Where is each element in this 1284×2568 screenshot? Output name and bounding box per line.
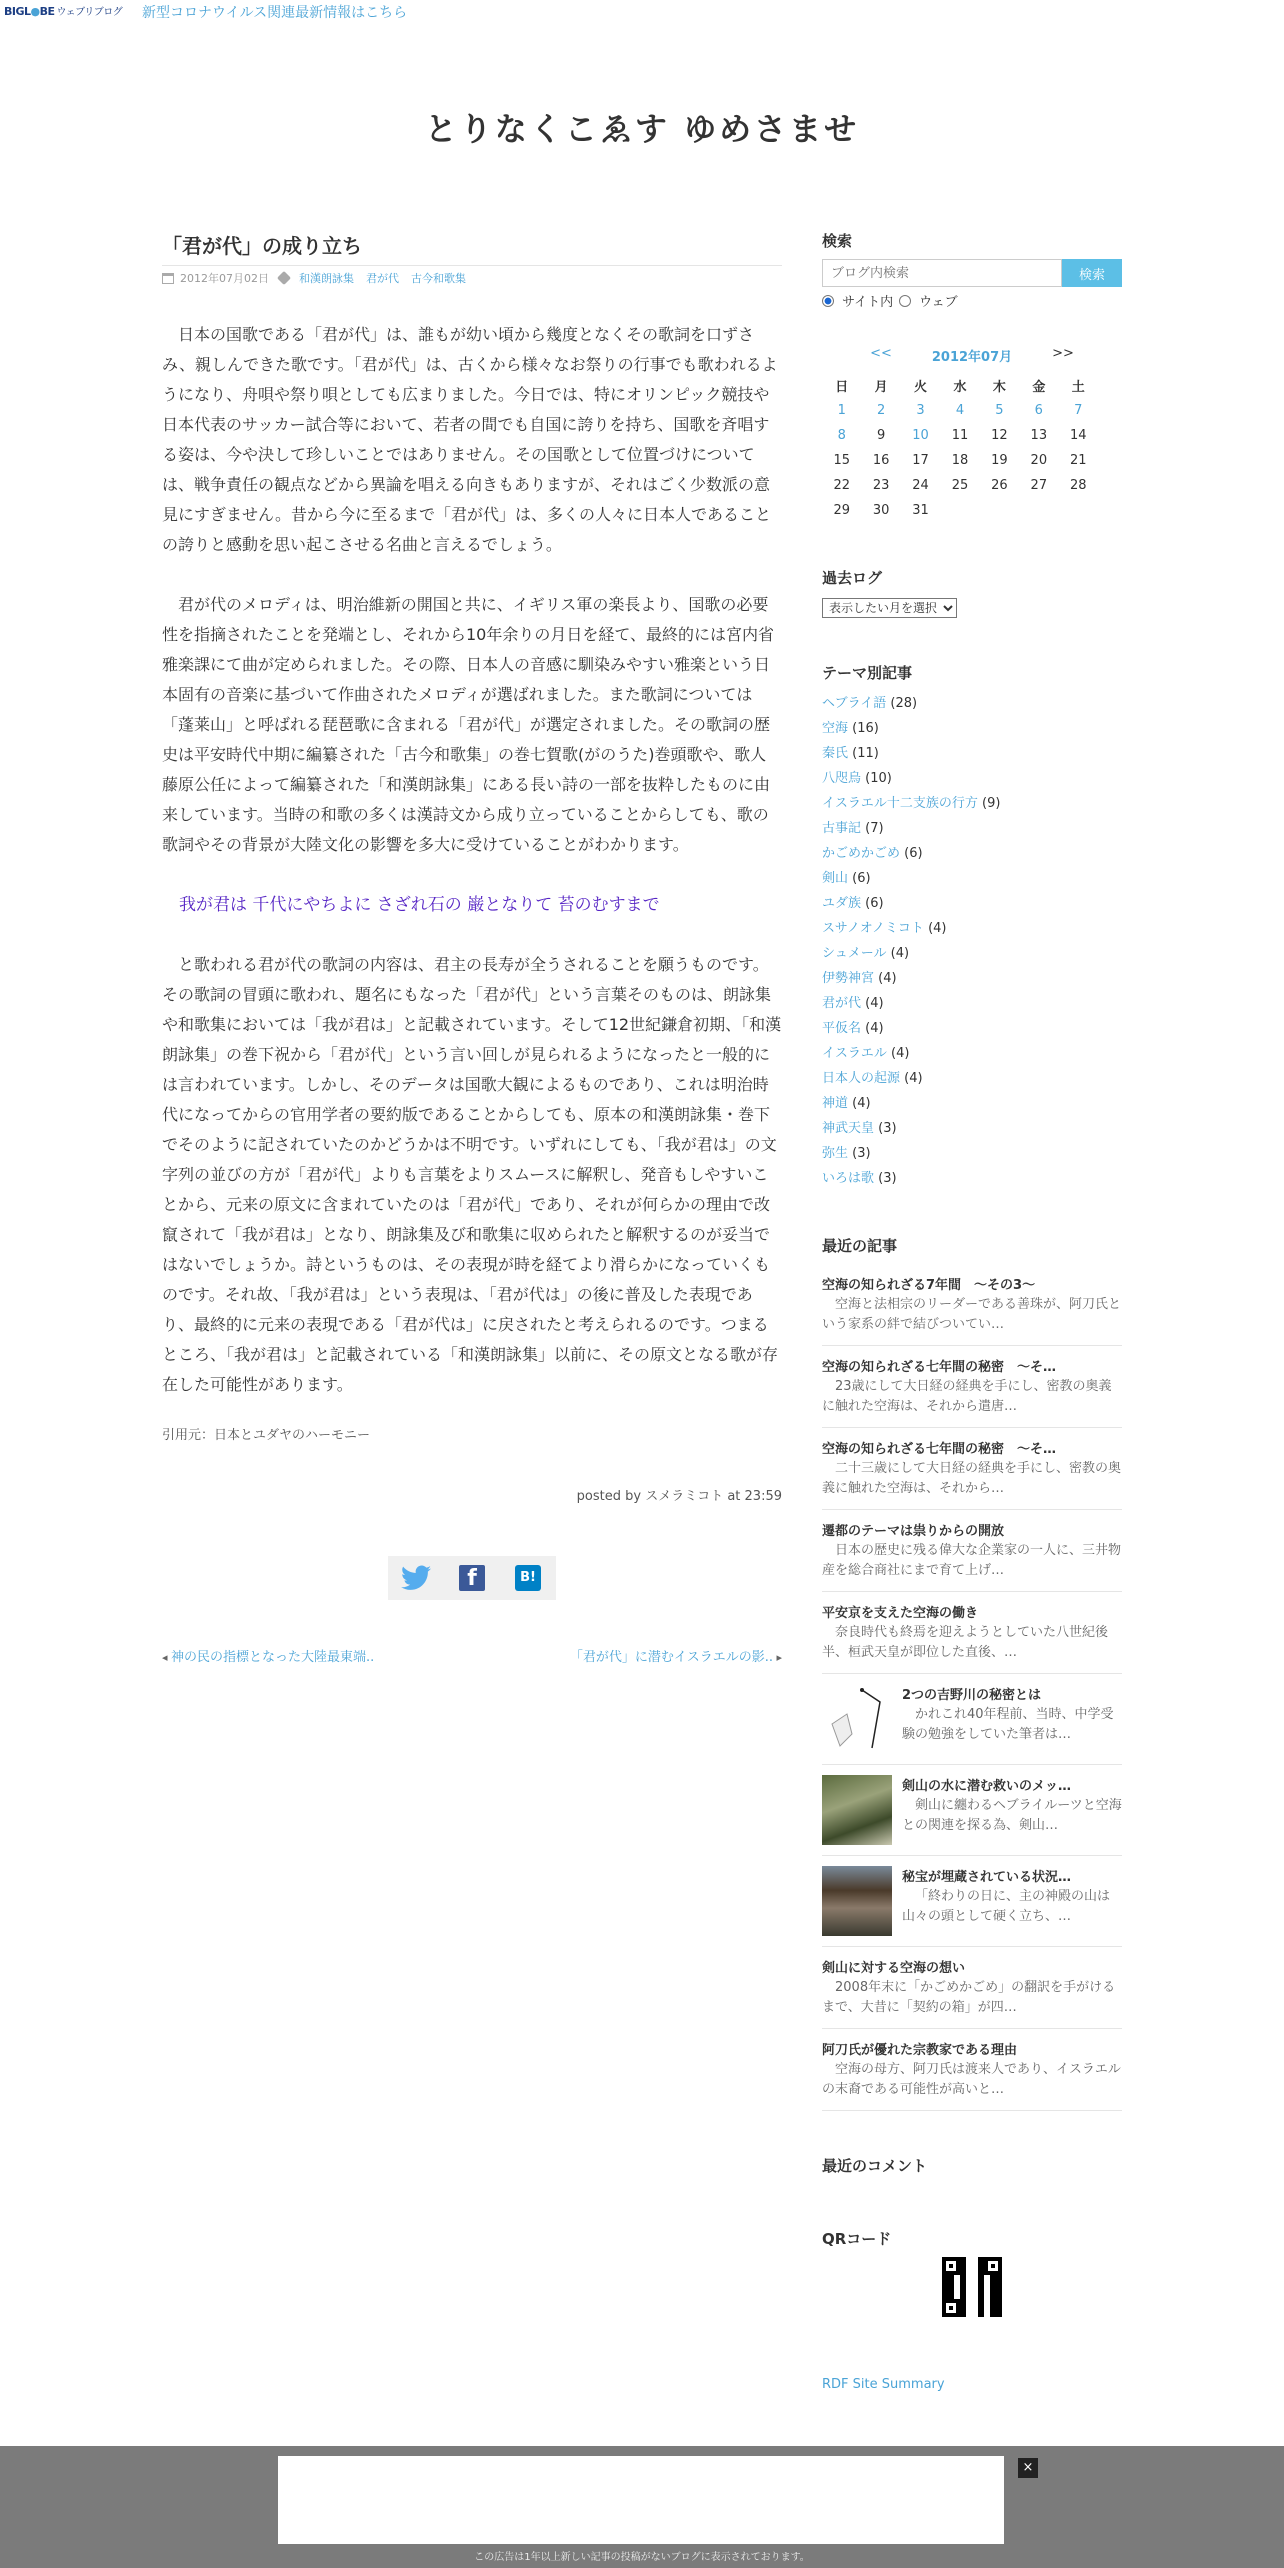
calendar-icon bbox=[162, 273, 174, 284]
facebook-icon: f bbox=[459, 1565, 485, 1591]
theme-list bbox=[822, 691, 1122, 1191]
weekday-header: 日 bbox=[835, 380, 849, 395]
recent-summary: 2008年末に「かごめかごめ」の翻訳を手がけるまで、大昔に「契約の箱」が四… bbox=[822, 1980, 1116, 2015]
theme-item bbox=[822, 841, 1122, 866]
calendar-day: 13 bbox=[1030, 428, 1048, 443]
theme-item bbox=[822, 966, 1122, 991]
theme-link[interactable]: かごめかごめ bbox=[822, 846, 901, 861]
calendar-day[interactable] bbox=[1059, 398, 1098, 423]
theme-link[interactable]: 神武天皇 bbox=[822, 1121, 875, 1136]
recent-summary: 奈良時代も終焉を迎えようとしていた八世紀後半、桓武天皇が即位した直後、… bbox=[822, 1625, 1109, 1660]
recent-item[interactable] bbox=[822, 1856, 1122, 1947]
theme-count: (4) bbox=[865, 1021, 884, 1036]
search-form bbox=[822, 259, 1122, 287]
theme-count: (4) bbox=[865, 996, 884, 1011]
calendar-day[interactable] bbox=[940, 398, 979, 423]
ad-note: この広告は1年以上新しい記事の投稿がないブログに表示されております。 bbox=[474, 2552, 810, 2563]
weekday-header: 月 bbox=[874, 380, 888, 395]
theme-link[interactable]: 弥生 bbox=[822, 1146, 849, 1161]
recent-title[interactable]: 剣山の水に潜む救いのメッ… bbox=[902, 1779, 1072, 1794]
post-title[interactable]: 「君が代」の成り立ち bbox=[162, 230, 782, 266]
theme-item bbox=[822, 816, 1122, 841]
sidebar bbox=[822, 230, 1122, 2392]
calendar-day bbox=[940, 498, 979, 523]
post-date: 2012年07月02日 bbox=[180, 272, 269, 285]
calendar-day: 22 bbox=[833, 478, 850, 493]
theme-link[interactable]: 八咫烏 bbox=[822, 771, 862, 786]
tag-icon bbox=[277, 271, 291, 285]
theme-item bbox=[822, 741, 1122, 766]
theme-count: (3) bbox=[852, 1146, 871, 1161]
post-pager bbox=[162, 1646, 782, 1665]
search-button[interactable]: 検索 bbox=[1062, 259, 1122, 287]
site-title[interactable]: とりなくこゑす ゆめさませ bbox=[424, 110, 860, 148]
calendar-prev[interactable]: << bbox=[870, 346, 892, 361]
theme-count: (10) bbox=[865, 771, 892, 786]
post-body bbox=[162, 320, 782, 1400]
tag-link[interactable]: 古今和歌集 bbox=[411, 272, 466, 285]
calendar-day-link[interactable]: 6 bbox=[1034, 403, 1043, 418]
theme-item bbox=[822, 766, 1122, 791]
twitter-icon bbox=[401, 1565, 431, 1591]
recent-item[interactable] bbox=[822, 2029, 1122, 2111]
calendar bbox=[822, 373, 1098, 523]
themes-heading: テーマ別記事 bbox=[822, 664, 913, 682]
theme-item bbox=[822, 691, 1122, 716]
calendar-day: 12 bbox=[991, 428, 1008, 443]
theme-count: (3) bbox=[878, 1171, 897, 1186]
posted-by: posted by スメラミコト at 23:59 bbox=[576, 1489, 782, 1504]
recent-title[interactable]: 阿刀氏が優れた宗教家である理由 bbox=[822, 2043, 1018, 2058]
recent-thumbnail[interactable] bbox=[822, 1866, 892, 1936]
recent-summary: 二十三歳にして大日経の経典を手にし、密教の奥義に触れた空海は、それから… bbox=[822, 1461, 1122, 1496]
calendar-nav bbox=[822, 346, 1122, 365]
top-bar bbox=[0, 0, 1284, 22]
calendar-day-link[interactable]: 3 bbox=[916, 403, 925, 418]
prev-post-link[interactable]: ◂ 神の民の指標となった大陸最東端.. bbox=[162, 1646, 374, 1665]
qr-heading: QRコード bbox=[822, 2230, 892, 2248]
theme-item bbox=[822, 1066, 1122, 1091]
theme-count: (3) bbox=[878, 1121, 897, 1136]
weekday-header: 火 bbox=[914, 380, 928, 395]
paragraph: 日本の国歌である「君が代」は、誰もが幼い頃から幾度となくその歌詞を口ずさみ、親しんできた歌です。「君が代」は、古くから様々なお祭りの行事でも歌われるようになり、舟唄や祭り唄としても広まりました。今日では、特にオリンピック競技や日本代表のサッカー試合等において、若者の間でも自国に誇りを持ち、国歌を斉唱する姿は、今や決して珍しいことではありません。その国歌として位置づけについては、戦争責任の観点などから異論を唱える向きもありますが、それはごく少数派の意見にすぎません。昔から今に至るまで「君が代」は、多くの人々に日本人であることの誇りと感動を思い起こさせる名曲と言えるでしょう。 bbox=[162, 325, 778, 554]
theme-count: (4) bbox=[891, 1046, 910, 1061]
recent-title[interactable]: 2つの吉野川の秘密とは bbox=[902, 1688, 1042, 1703]
calendar-day-link[interactable]: 7 bbox=[1074, 403, 1083, 418]
calendar-day-link[interactable]: 8 bbox=[837, 428, 846, 443]
calendar-day[interactable] bbox=[980, 398, 1019, 423]
recent-summary: 23歳にして大日経の経典を手にし、密教の奥義に触れた空海は、それから遣唐… bbox=[822, 1379, 1112, 1414]
theme-item bbox=[822, 1116, 1122, 1141]
theme-item bbox=[822, 1041, 1122, 1066]
theme-link[interactable]: イスラエル十二支族の行方 bbox=[822, 796, 978, 811]
theme-link[interactable]: ユダ族 bbox=[822, 896, 862, 911]
calendar-day-link[interactable]: 2 bbox=[876, 403, 886, 418]
share-buttons bbox=[162, 1556, 782, 1600]
calendar-day[interactable] bbox=[861, 398, 900, 423]
tag-link[interactable]: 和漢朗詠集 bbox=[299, 272, 354, 285]
weekday-header: 土 bbox=[1071, 380, 1085, 395]
recent-item[interactable] bbox=[822, 1264, 1122, 1346]
recent-title[interactable]: 空海の知られざる七年間の秘密 ～そ… bbox=[822, 1360, 1057, 1375]
calendar-day: 25 bbox=[951, 478, 969, 493]
calendar-day: 24 bbox=[912, 478, 929, 493]
citation: 引用元：日本とユダヤのハーモニー bbox=[162, 1428, 371, 1443]
recent-title[interactable]: 空海の知られざる7年間 ～その3～ bbox=[822, 1278, 1036, 1293]
recent-title[interactable]: 秘宝が埋蔵されている状況… bbox=[902, 1870, 1072, 1885]
recent-item[interactable] bbox=[822, 1510, 1122, 1592]
recent-thumbnail[interactable] bbox=[822, 1684, 892, 1754]
recent-title[interactable]: 空海の知られざる七年間の秘密 ～そ… bbox=[822, 1442, 1057, 1457]
hatena-icon: B! bbox=[515, 1565, 541, 1591]
facebook-share-button[interactable] bbox=[444, 1556, 500, 1600]
theme-link[interactable]: 剣山 bbox=[822, 871, 849, 886]
recent-summary: 剣山に纏わるヘブライルーツと空海との関連を探る為、剣山… bbox=[902, 1798, 1122, 1833]
theme-count: (28) bbox=[890, 696, 918, 711]
biglobe-logo[interactable]: BIGL●BE ウェブリブログ bbox=[4, 5, 123, 18]
recent-heading: 最近の記事 bbox=[822, 1237, 898, 1255]
calendar-day[interactable] bbox=[901, 423, 940, 448]
weekday-header: 木 bbox=[992, 380, 1006, 395]
theme-item bbox=[822, 1016, 1122, 1041]
calendar-day bbox=[1059, 498, 1098, 523]
theme-item bbox=[822, 1141, 1122, 1166]
archive-select[interactable] bbox=[822, 598, 957, 618]
theme-item bbox=[822, 891, 1122, 916]
theme-count: (6) bbox=[852, 871, 871, 886]
theme-link[interactable]: 古事記 bbox=[822, 821, 862, 836]
calendar-day: 28 bbox=[1069, 478, 1087, 493]
search-scope bbox=[822, 291, 1122, 310]
radio-web[interactable] bbox=[899, 295, 911, 307]
theme-count: (7) bbox=[865, 821, 884, 836]
radio-web-label: ウェブ bbox=[919, 295, 958, 310]
theme-count: (6) bbox=[904, 846, 923, 861]
theme-link[interactable]: 平仮名 bbox=[822, 1021, 862, 1036]
theme-item bbox=[822, 916, 1122, 941]
theme-link[interactable]: 君が代 bbox=[822, 996, 862, 1011]
calendar-day: 20 bbox=[1030, 453, 1048, 468]
recent-title[interactable]: 剣山に対する空海の想い bbox=[822, 1961, 966, 1976]
calendar-day-link[interactable]: 10 bbox=[912, 428, 929, 443]
calendar-day: 30 bbox=[872, 503, 890, 518]
calendar-day[interactable] bbox=[822, 398, 861, 423]
calendar-day[interactable] bbox=[1019, 398, 1058, 423]
calendar-day: 19 bbox=[991, 453, 1008, 468]
calendar-day-link[interactable]: 1 bbox=[837, 403, 846, 418]
theme-link[interactable]: 神道 bbox=[822, 1096, 849, 1111]
ad-box[interactable] bbox=[278, 2456, 1004, 2544]
recent-item[interactable] bbox=[822, 1592, 1122, 1674]
calendar-day: 14 bbox=[1069, 428, 1087, 443]
theme-count: (16) bbox=[852, 721, 879, 736]
calendar-day: 26 bbox=[991, 478, 1008, 493]
comments-heading: 最近のコメント bbox=[822, 2157, 928, 2175]
hatena-bookmark-button[interactable] bbox=[500, 1556, 556, 1600]
theme-link[interactable]: イスラエル bbox=[822, 1046, 887, 1061]
calendar-day: 31 bbox=[912, 503, 929, 518]
post-meta bbox=[162, 270, 782, 286]
recent-item[interactable] bbox=[822, 1346, 1122, 1428]
calendar-day: 29 bbox=[833, 503, 850, 518]
theme-item bbox=[822, 866, 1122, 891]
theme-item bbox=[822, 991, 1122, 1016]
covid-news-link[interactable]: 新型コロナウイルス関連最新情報はこちら bbox=[142, 5, 408, 21]
paragraph: 君が代のメロディは、明治維新の開国と共に、イギリス軍の楽長より、国歌の必要性を指摘されたことを発端とし、それから10年余りの月日を経て、最終的には宮内省雅楽課にて曲が定められました。その際、日本人の音感に馴染みやすい雅楽という日本固有の音楽に基づいて作曲されたメロディが選ばれました。また歌詞については「蓬莱山」と呼ばれる琵琶歌に含まれる「君が代」が選定されました。その歌詞の歴史は平安時代中期に編纂された「古今和歌集」の巻七賀歌(がのうた)巻頭歌や、歌人藤原公任によって編纂された「和漢朗詠集」にある長い詩の一部を抜粋したものに由来しています。当時の和歌の多くは漢詩文から成り立っていることからしても、歌の歌詞やその背景が大陸文化の影響を多大に受けていることがわかります。 bbox=[162, 595, 775, 854]
theme-count: (4) bbox=[890, 946, 910, 961]
weekday-header: 水 bbox=[953, 380, 967, 395]
calendar-day: 27 bbox=[1030, 478, 1048, 493]
theme-count: (4) bbox=[928, 921, 947, 936]
theme-item bbox=[822, 1166, 1122, 1191]
calendar-day: 16 bbox=[872, 453, 890, 468]
weekday-header: 金 bbox=[1032, 380, 1046, 395]
recent-item[interactable] bbox=[822, 1765, 1122, 1856]
search-input[interactable] bbox=[822, 259, 1062, 287]
radio-site-label: サイト内 bbox=[842, 295, 894, 310]
theme-item bbox=[822, 1091, 1122, 1116]
recent-title[interactable]: 平安京を支えた空海の働き bbox=[822, 1606, 979, 1621]
ad-overlay bbox=[0, 2446, 1284, 2568]
recent-summary: かれこれ40年程前、当時、中学受験の勉強をしていた筆者は… bbox=[902, 1707, 1114, 1742]
recent-list bbox=[822, 1264, 1122, 2111]
theme-link[interactable]: 秦氏 bbox=[822, 746, 849, 761]
recent-title[interactable]: 遷都のテーマは祟りからの開放 bbox=[822, 1524, 1005, 1539]
recent-summary: 「終わりの日に、主の神殿の山は山々の頭として硬く立ち、… bbox=[902, 1889, 1111, 1924]
theme-item bbox=[822, 941, 1122, 966]
calendar-day: 21 bbox=[1069, 453, 1087, 468]
recent-thumbnail[interactable] bbox=[822, 1775, 892, 1845]
recent-item[interactable] bbox=[822, 1947, 1122, 2029]
calendar-day: 11 bbox=[951, 428, 969, 443]
calendar-day-link[interactable]: 4 bbox=[955, 403, 965, 418]
calendar-month[interactable]: 2012年07月 bbox=[931, 350, 1013, 365]
recent-summary: 空海の母方、阿刀氏は渡来人であり、イスラエルの末裔である可能性が高いと… bbox=[822, 2062, 1121, 2097]
theme-link[interactable]: シュメール bbox=[822, 946, 887, 961]
theme-count: (4) bbox=[904, 1071, 923, 1086]
calendar-day: 17 bbox=[912, 453, 929, 468]
theme-link[interactable]: いろは歌 bbox=[822, 1171, 875, 1186]
calendar-day: 15 bbox=[833, 453, 850, 468]
calendar-day bbox=[980, 498, 1019, 523]
recent-summary: 日本の歴史に残る偉大な企業家の一人に、三井物産を総合商社にまで育て上げ… bbox=[822, 1543, 1122, 1578]
theme-link[interactable]: ヘブライ語 bbox=[822, 696, 887, 711]
theme-item bbox=[822, 716, 1122, 741]
calendar-day: 9 bbox=[876, 428, 886, 443]
theme-count: (9) bbox=[982, 796, 1001, 811]
qr-code bbox=[942, 2257, 1002, 2317]
theme-item bbox=[822, 791, 1122, 816]
theme-count: (6) bbox=[865, 896, 884, 911]
theme-link[interactable]: スサノオノミコト bbox=[822, 921, 924, 936]
paragraph: と歌われる君が代の歌詞の内容は、君主の長寿が全うされることを願うものです。その歌詞の冒頭に歌われ、題名にもなった「君が代」という言葉そのものは、朗詠集や和歌集においては「我が君は」と記載されています。そして12世紀鎌倉初期、「和漢朗詠集」の巻下祝から「君が代」という言い回しが見られるようになったと一般的には言われています。しかし、そのデータは国歌大観によるものであり、これは明治時代になってからの官用学者の要約版であることからしても、原本の和漢朗詠集・巻下でそのように記されていたのかどうかは不明です。いずれにしても、「我が君は」の文字列の並びの方が「君が代」よりも言葉をよりスムースに解釈し、発音もしやすいことから、元来の原文に含まれていたのは「君が代」であり、それが何らかの理由で改竄されて「我が君は」となり、朗詠集及び和歌集に収められたと解釈するのが妥当ではないでしょうか。詩というものは、その表現が時を経てより滑らかになっていくものです。それ故、「我が君は」という表現は、「君が代は」の後に普及した表現であり、最終的に元来の表現である「君が代は」に戻されたと考えられるのです。つまるところ、「我が君は」と記載されている「和漢朗詠集」以前に、その原文となる歌が存在した可能性があります。 bbox=[162, 955, 782, 1394]
calendar-next[interactable]: >> bbox=[1052, 346, 1074, 361]
archive-heading: 過去ログ bbox=[822, 569, 883, 587]
twitter-share-button[interactable] bbox=[388, 1556, 444, 1600]
rdf-link[interactable]: RDF Site Summary bbox=[822, 2377, 945, 2392]
search-heading: 検索 bbox=[822, 232, 853, 250]
calendar-day-link[interactable]: 5 bbox=[995, 403, 1004, 418]
recent-item[interactable] bbox=[822, 1428, 1122, 1510]
theme-count: (4) bbox=[878, 971, 897, 986]
theme-count: (4) bbox=[852, 1096, 871, 1111]
theme-link[interactable]: 日本人の起源 bbox=[822, 1071, 901, 1086]
poem-quote: 我が君は 千代にやちよに さざれ石の 巌となりて 苔のむすまで bbox=[179, 895, 660, 915]
calendar-day: 23 bbox=[872, 478, 890, 493]
calendar-day: 18 bbox=[951, 453, 969, 468]
next-post-link[interactable]: 「君が代」に潜むイスラエルの影.. ▸ bbox=[570, 1646, 782, 1665]
close-icon[interactable]: × bbox=[1018, 2458, 1038, 2478]
recent-summary: 空海と法相宗のリーダーである善珠が、阿刀氏という家系の絆で結びついてい… bbox=[822, 1297, 1122, 1332]
calendar-day[interactable] bbox=[901, 398, 940, 423]
theme-link[interactable]: 空海 bbox=[822, 721, 849, 736]
theme-count: (11) bbox=[852, 746, 879, 761]
calendar-day[interactable] bbox=[822, 423, 861, 448]
radio-site[interactable] bbox=[822, 295, 834, 307]
tag-link[interactable]: 君が代 bbox=[366, 272, 399, 285]
calendar-day bbox=[1019, 498, 1058, 523]
theme-link[interactable]: 伊勢神宮 bbox=[822, 971, 875, 986]
main-article bbox=[162, 230, 782, 1665]
recent-item[interactable] bbox=[822, 1674, 1122, 1765]
